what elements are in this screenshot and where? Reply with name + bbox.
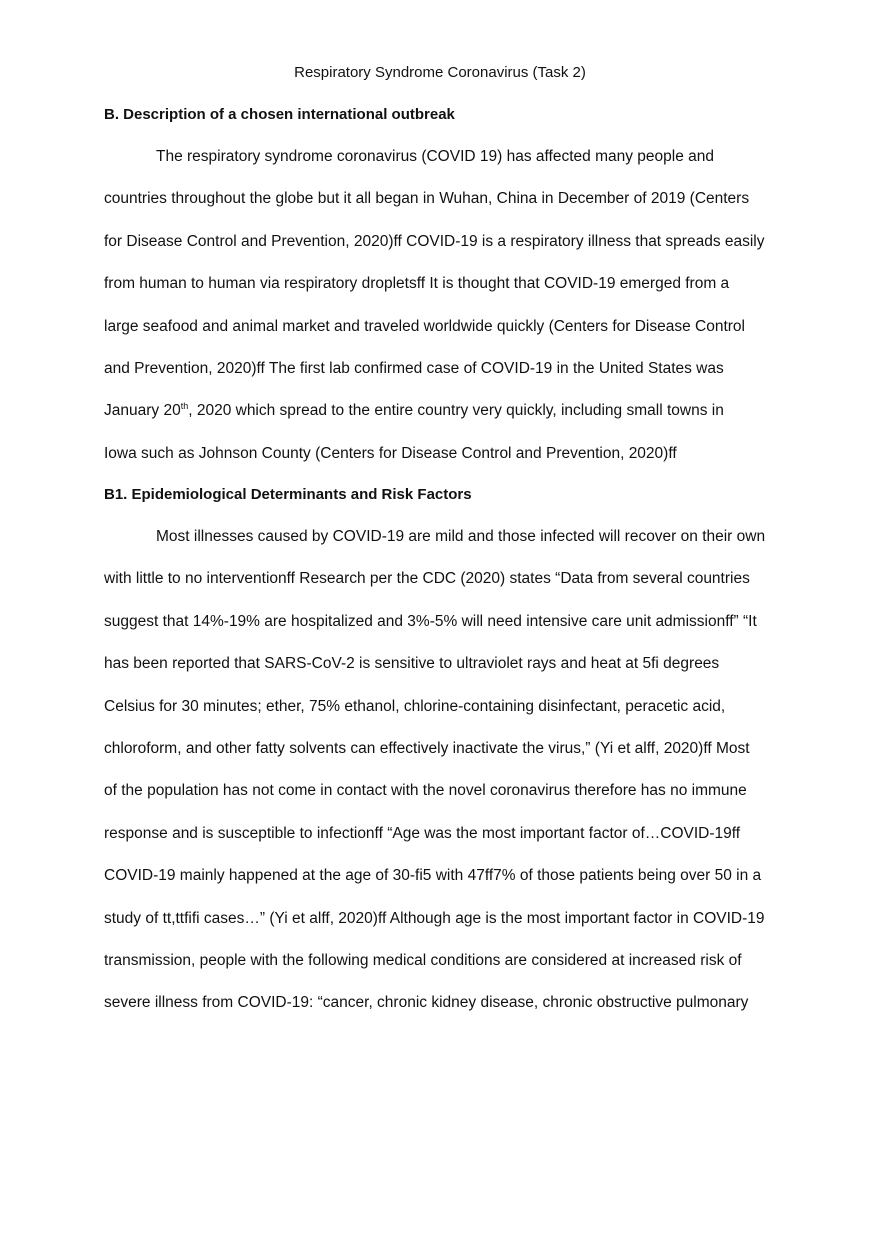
- page-header: Respiratory Syndrome Coronavirus (Task 2): [294, 64, 586, 81]
- paragraph-line: suggest that 14%-19% are hospitalized and 3%-5% will need intensive care unit admissionff” “It: [104, 612, 757, 630]
- paragraph-line: of the population has not come in contact with the novel coronavirus therefore has no immune: [104, 782, 747, 800]
- paragraph-line: Celsius for 30 minutes; ether, 75% ethanol, chlorine-containing disinfectant, peracetic acid,: [104, 697, 726, 715]
- line-text: January 20: [104, 402, 181, 420]
- ordinal-superscript: th: [180, 401, 189, 412]
- paragraph-line: Iowa such as Johnson County (Centers for Disease Control and Prevention, 2020)ff: [104, 444, 677, 462]
- paragraph-line: for Disease Control and Prevention, 2020)ff COVID-19 is a respiratory illness that spreads easily: [104, 232, 765, 250]
- paragraph-line: COVID-19 mainly happened at the age of 30-fi5 with 47ff7% of those patients being over 50 in a: [104, 867, 762, 885]
- paragraph-line: has been reported that SARS-CoV-2 is sensitive to ultraviolet rays and heat at 5fi degrees: [104, 655, 720, 673]
- paragraph-line: The respiratory syndrome coronavirus (COVID 19) has affected many people and: [156, 148, 714, 165]
- section-b1-heading: B1. Epidemiological Determinants and Risk Factors: [104, 486, 472, 503]
- section-b-heading: B. Description of a chosen international outbreak: [104, 106, 455, 123]
- paragraph-line: study of tt,ttfifi cases…” (Yi et alff, 2020)ff Although age is the most important factor in COVID-19: [104, 909, 765, 927]
- paragraph-line: Most illnesses caused by COVID-19 are mild and those infected will recover on their own: [156, 528, 766, 545]
- paragraph-line: with little to no interventionff Research per the CDC (2020) states “Data from several countries: [104, 570, 750, 588]
- paragraph-line: transmission, people with the following medical conditions are considered at increased risk of: [104, 951, 742, 969]
- paragraph-line: countries throughout the globe but it all began in Wuhan, China in December of 2019 (Centers: [104, 190, 750, 208]
- section-b-paragraph: [104, 147, 804, 486]
- section-b1-paragraph: [104, 527, 804, 1036]
- paragraph-line: [104, 401, 804, 443]
- paragraph-line: large seafood and animal market and traveled worldwide quickly (Centers for Disease Control: [104, 317, 745, 335]
- paragraph-line: chloroform, and other fatty solvents can effectively inactivate the virus,” (Yi et alff, 2020)ff Most: [104, 739, 750, 757]
- line-text: , 2020 which spread to the entire country very quickly, including small towns in: [188, 402, 724, 420]
- paragraph-line: response and is susceptible to infectionff “Age was the most important factor of…COVID-19ff: [104, 824, 741, 842]
- paragraph-line: and Prevention, 2020)ff The first lab confirmed case of COVID-19 in the United States was: [104, 359, 724, 377]
- paragraph-line: severe illness from COVID-19: “cancer, chronic kidney disease, chronic obstructive pulmonary: [104, 994, 749, 1012]
- paragraph-line: from human to human via respiratory dropletsff It is thought that COVID-19 emerged from a: [104, 275, 730, 293]
